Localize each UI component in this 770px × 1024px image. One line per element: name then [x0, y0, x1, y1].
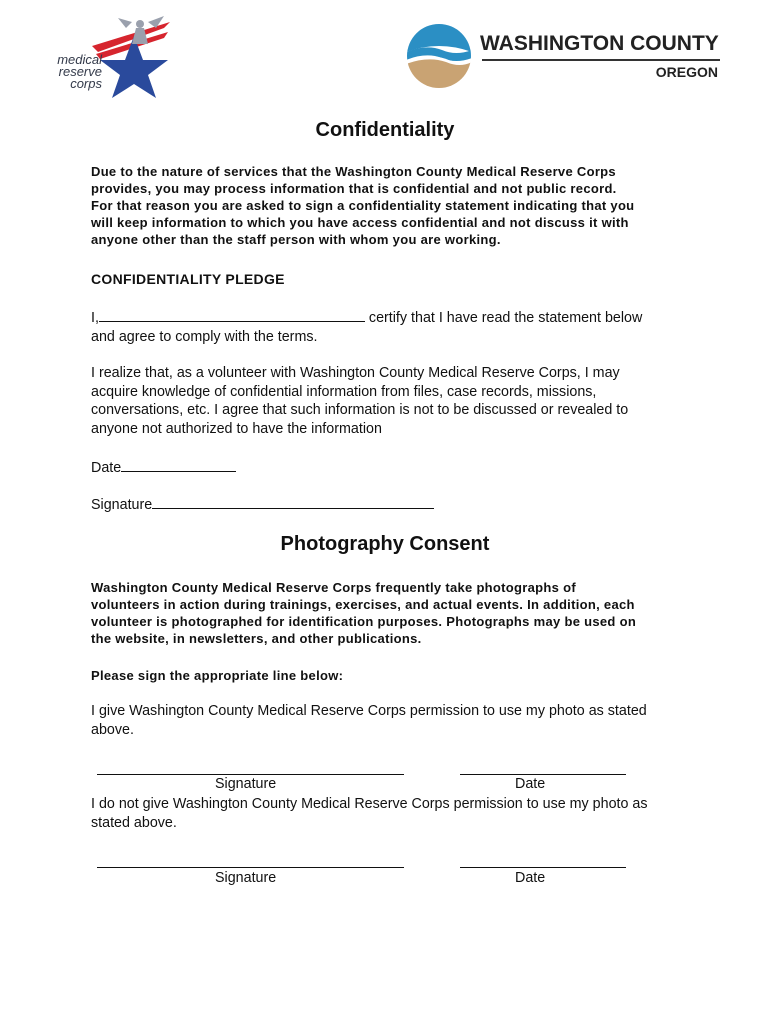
confidentiality-title: Confidentiality — [315, 119, 455, 141]
no-consent-date-label: Date — [515, 870, 546, 886]
consent-statement: I give Washington County Medical Reserve Corps permission to use my photo as stated above. — [91, 703, 647, 738]
photography-intro: Washington County Medical Reserve Corps frequently take photographs of volunteers in action during trainings, exercises, and actual events. In addition, each volunteer is photographed for identification purposes. Photographs may be used on the website, in newsletters, and other publications. — [91, 580, 637, 646]
consent-date-label: Date — [515, 776, 546, 792]
medical-reserve-corps-logo — [52, 14, 182, 100]
washington-county-logo — [404, 20, 724, 92]
pledge-heading: CONFIDENTIALITY PLEDGE — [91, 271, 285, 287]
consent-signature-line[interactable] — [97, 774, 404, 775]
date-blank[interactable] — [121, 458, 236, 472]
pledge-statement: I, certify that I have read the statement below and agree to comply with the terms. — [91, 310, 643, 345]
consent-signature-label: Signature — [215, 776, 277, 792]
name-blank[interactable] — [99, 308, 365, 322]
mrc-logo-text: medical reserve corps — [57, 52, 102, 91]
volunteer-realization: I realize that, as a volunteer with Washington County Medical Reserve Corps, I may acquire knowledge of confidential information from files, case records, missions, conversations, etc. I agree that such information is not to be discussed or revealed to anyone not authorized to have the information — [91, 365, 629, 438]
date-label: Date — [91, 460, 122, 476]
sign-instruction: Please sign the appropriate line below: — [91, 668, 344, 683]
no-consent-date-line[interactable] — [460, 867, 626, 868]
county-state: OREGON — [655, 64, 718, 80]
consent-date-line[interactable] — [460, 774, 626, 775]
no-consent-signature-label: Signature — [215, 870, 277, 886]
confidentiality-intro: Due to the nature of services that the Washington County Medical Reserve Corps provides, you may process information that is confidential and not public record. For that reason you are asked to sign a confidentiality statement indicating that you will keep information to which you have access confidential and not discuss it with anyone other than the staff person with whom you are working. — [91, 164, 635, 247]
confidentiality-signature-row — [91, 495, 691, 515]
confidentiality-date-row — [91, 458, 691, 478]
county-name: WASHINGTON COUNTY — [480, 32, 719, 55]
photography-title: Photography Consent — [280, 533, 490, 555]
signature-label: Signature — [91, 497, 153, 513]
signature-blank[interactable] — [152, 495, 434, 509]
logo-divider — [482, 59, 720, 61]
no-consent-statement: I do not give Washington County Medical Reserve Corps permission to use my photo as stated above. — [91, 796, 648, 831]
county-emblem-icon — [406, 22, 472, 90]
no-consent-signature-line[interactable] — [97, 867, 404, 868]
